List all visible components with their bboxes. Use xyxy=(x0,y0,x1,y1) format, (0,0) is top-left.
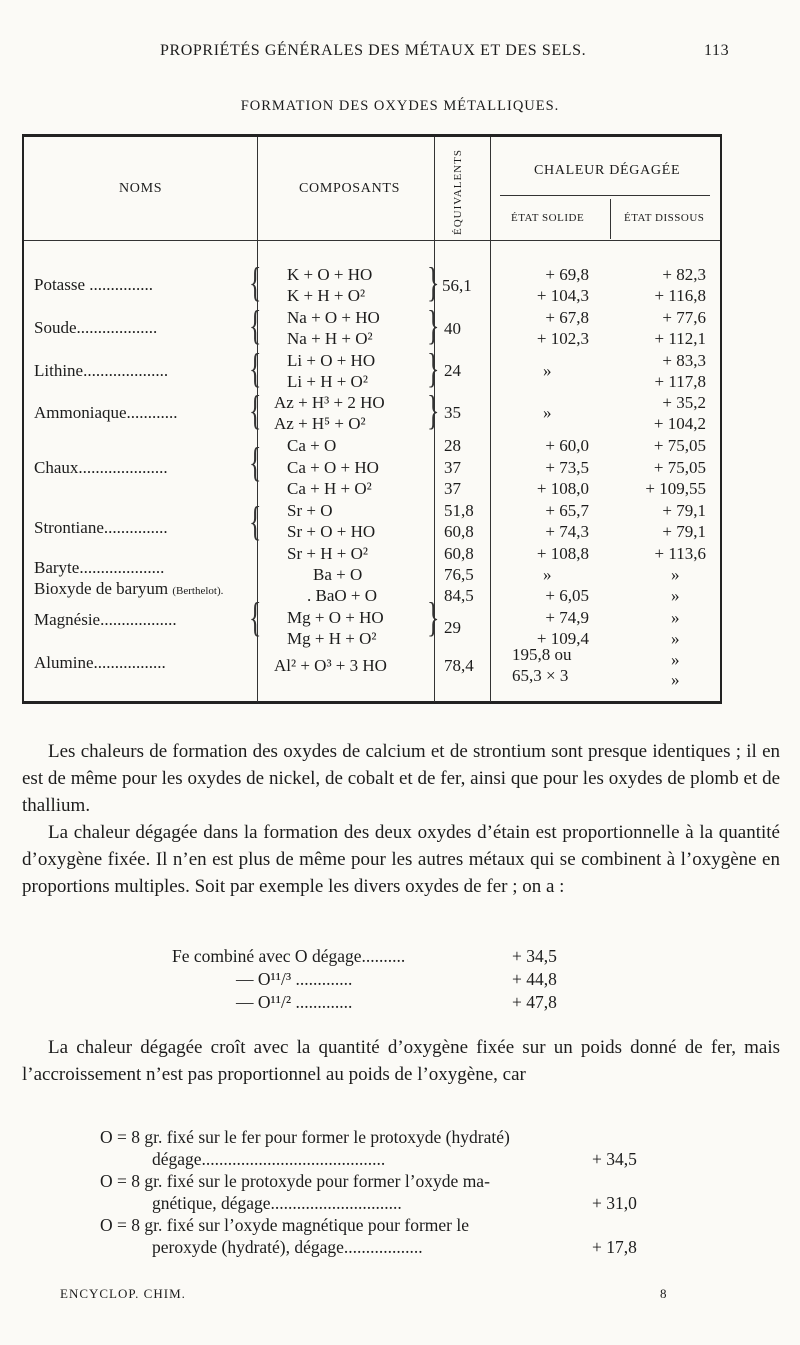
running-title: PROPRIÉTÉS GÉNÉRALES DES MÉTAUX ET DES SELS. xyxy=(160,42,587,59)
dissous: » xyxy=(671,608,680,627)
o-value: + 34,5 xyxy=(592,1149,637,1169)
comp: Li + H + O² xyxy=(287,372,368,391)
dissous: + 83,3 xyxy=(662,351,706,370)
solide: + 74,9 xyxy=(545,608,589,627)
comp: Na + O + HO xyxy=(287,308,380,327)
table-caption: FORMATION DES OXYDES MÉTALLIQUES. xyxy=(240,98,560,114)
brace: } xyxy=(427,259,440,306)
col-divider xyxy=(610,199,611,239)
comp: Ca + O xyxy=(287,436,337,455)
equiv: 37 xyxy=(444,458,461,477)
solide: + 108,0 xyxy=(536,479,589,498)
solide: 195,8 ou xyxy=(512,645,572,664)
comp: K + O + HO xyxy=(287,265,373,284)
iron-line-value: + 44,8 xyxy=(512,969,557,989)
comp: K + H + O² xyxy=(287,286,366,305)
paragraph-3: La chaleur dégagée croît avec la quantité d’oxygène fixée sur un poids donné de fer, mais l’accroissement n’est pas proportionnel au poids de l’oxygène, car xyxy=(22,1037,780,1085)
comp: Mg + O + HO xyxy=(287,608,384,627)
equiv: 24 xyxy=(444,361,461,380)
text-block-1 xyxy=(22,738,780,900)
iron-line-value: + 47,8 xyxy=(512,992,557,1012)
solide: + 67,8 xyxy=(545,308,589,327)
equiv: 37 xyxy=(444,479,461,498)
brace: { xyxy=(249,345,262,392)
equiv: 28 xyxy=(444,436,461,455)
dissous: + 112,1 xyxy=(654,329,706,348)
equiv: 60,8 xyxy=(444,544,474,563)
brace: { xyxy=(249,439,262,486)
solide: » xyxy=(543,403,552,422)
header-rule xyxy=(24,240,720,241)
solide: + 109,4 xyxy=(536,629,589,648)
equiv: 35 xyxy=(444,403,461,422)
oxides-table xyxy=(22,134,722,704)
name-chaux: Chaux..................... xyxy=(34,458,168,477)
brace: { xyxy=(249,302,262,349)
dissous: + 82,3 xyxy=(662,265,706,284)
comp: Mg + H + O² xyxy=(287,629,377,648)
iron-line-label: — O¹¹/² ............. xyxy=(236,992,353,1012)
brace: } xyxy=(427,594,440,641)
o-value: + 17,8 xyxy=(592,1237,637,1257)
equiv: 29 xyxy=(444,618,461,637)
dissous: + 116,8 xyxy=(654,286,706,305)
o-line: gnétique, dégage.............................. xyxy=(152,1193,402,1213)
brace: { xyxy=(249,387,262,434)
equiv: 51,8 xyxy=(444,501,474,520)
header-etat-dissous: ÉTAT DISSOUS xyxy=(624,212,705,224)
brace: { xyxy=(249,594,262,641)
brace: { xyxy=(249,259,262,306)
dissous: + 109,55 xyxy=(645,479,706,498)
comp: Sr + H + O² xyxy=(287,544,368,563)
equiv: 76,5 xyxy=(444,565,474,584)
dissous: » xyxy=(671,670,680,689)
dissous: + 113,6 xyxy=(654,544,706,563)
name-alumine: Alumine................. xyxy=(34,653,166,672)
solide: » xyxy=(543,361,552,380)
brace: { xyxy=(249,498,262,545)
header-chaleur: CHALEUR DÉGAGÉE xyxy=(534,163,681,178)
dissous: + 104,2 xyxy=(653,414,706,433)
dissous: » xyxy=(671,650,680,669)
o-line: dégage.......................................... xyxy=(152,1149,386,1169)
solide: 65,3 × 3 xyxy=(512,666,569,685)
o-line: peroxyde (hydraté), dégage.................. xyxy=(152,1237,423,1257)
paragraph-2: La chaleur dégagée dans la formation des deux oxydes d’étain est proportionnelle à la quantité d’oxygène fixée. Il n’en est plus de même pour les autres métaux qui se combinent à l’oxygène en proportions multiples. Soit par exemple les divers oxydes de fer ; on a : xyxy=(22,822,780,897)
solide: » xyxy=(543,565,552,584)
solide: + 6,05 xyxy=(545,586,589,605)
bioxyde-label: Bioxyde de baryum xyxy=(34,579,169,598)
comp: Sr + O xyxy=(287,501,333,520)
o-value: + 31,0 xyxy=(592,1193,637,1213)
solide: + 108,8 xyxy=(536,544,589,563)
comp: . BaO + O xyxy=(307,586,378,605)
dissous: » xyxy=(671,629,680,648)
comp: Al² + O³ + 3 HO xyxy=(274,656,387,675)
solide: + 73,5 xyxy=(545,458,589,477)
dissous: + 117,8 xyxy=(654,372,706,391)
o-line: O = 8 gr. fixé sur le protoxyde pour former l’oxyde ma- xyxy=(100,1171,490,1191)
solide: + 102,3 xyxy=(536,329,589,348)
o-line: O = 8 gr. fixé sur l’oxyde magnétique pour former le xyxy=(100,1215,470,1235)
name-strontiane: Strontiane............... xyxy=(34,518,168,537)
name-lithine: Lithine.................... xyxy=(34,361,169,380)
dissous: + 77,6 xyxy=(662,308,706,327)
iron-line-label: Fe combiné avec O dégage.......... xyxy=(172,946,406,966)
solide: + 69,8 xyxy=(545,265,589,284)
dissous: + 79,1 xyxy=(662,522,706,541)
name-baryte: Baryte.................... xyxy=(34,558,165,577)
comp: Ca + H + O² xyxy=(287,479,372,498)
berthelot-note: (Berthelot). xyxy=(172,585,224,597)
header-equivalents: ÉQUIVALENTS xyxy=(452,149,464,235)
paragraph-1: Les chaleurs de formation des oxydes de calcium et de strontium sont presque identiques ; il en est de même pour les oxydes de nickel, de cobalt et de fer, ainsi que pour les oxydes de plomb et de thallium. xyxy=(22,741,780,816)
brace: } xyxy=(427,345,440,392)
name-soude: Soude................... xyxy=(34,318,158,337)
comp: Na + H + O² xyxy=(287,329,373,348)
name-bioxyde xyxy=(34,578,223,602)
dissous: + 75,05 xyxy=(653,436,706,455)
name-potasse: Potasse ............... xyxy=(34,275,153,294)
page-number: 113 xyxy=(704,42,730,59)
dissous: » xyxy=(671,586,680,605)
name-magnesie: Magnésie.................. xyxy=(34,610,177,629)
text-block-2 xyxy=(22,1034,780,1088)
dissous: + 35,2 xyxy=(662,393,706,412)
name-ammoniaque: Ammoniaque............ xyxy=(34,403,178,422)
col-divider xyxy=(490,137,491,702)
equiv: 60,8 xyxy=(444,522,474,541)
brace: } xyxy=(427,302,440,349)
chaleur-rule xyxy=(500,195,710,196)
brace: } xyxy=(427,387,440,434)
iron-line-label: — O¹¹/³ ............. xyxy=(236,969,353,989)
header-etat-solide: ÉTAT SOLIDE xyxy=(511,212,585,224)
comp: Li + O + HO xyxy=(287,351,376,370)
dissous: + 79,1 xyxy=(662,501,706,520)
iron-line-value: + 34,5 xyxy=(512,946,557,966)
equiv: 40 xyxy=(444,319,461,338)
o-line: O = 8 gr. fixé sur le fer pour former le protoxyde (hydraté) xyxy=(100,1127,510,1147)
comp: Sr + O + HO xyxy=(287,522,376,541)
header-composants: COMPOSANTS xyxy=(299,181,401,196)
solide: + 104,3 xyxy=(536,286,589,305)
footer-sheet-number: 8 xyxy=(660,1286,668,1301)
solide: + 65,7 xyxy=(545,501,589,520)
comp: Az + H⁵ + O² xyxy=(274,414,366,433)
equiv: 78,4 xyxy=(444,656,474,675)
solide: + 74,3 xyxy=(545,522,589,541)
header-noms: NOMS xyxy=(119,181,163,196)
solide: + 60,0 xyxy=(545,436,589,455)
comp: Ba + O xyxy=(313,565,363,584)
comp: Az + H³ + 2 HO xyxy=(274,393,385,412)
dissous: + 75,05 xyxy=(653,458,706,477)
footer-signature: ENCYCLOP. CHIM. xyxy=(60,1286,186,1301)
comp: Ca + O + HO xyxy=(287,458,379,477)
dissous: » xyxy=(671,565,680,584)
equiv: 84,5 xyxy=(444,586,474,605)
equiv: 56,1 xyxy=(442,276,472,295)
